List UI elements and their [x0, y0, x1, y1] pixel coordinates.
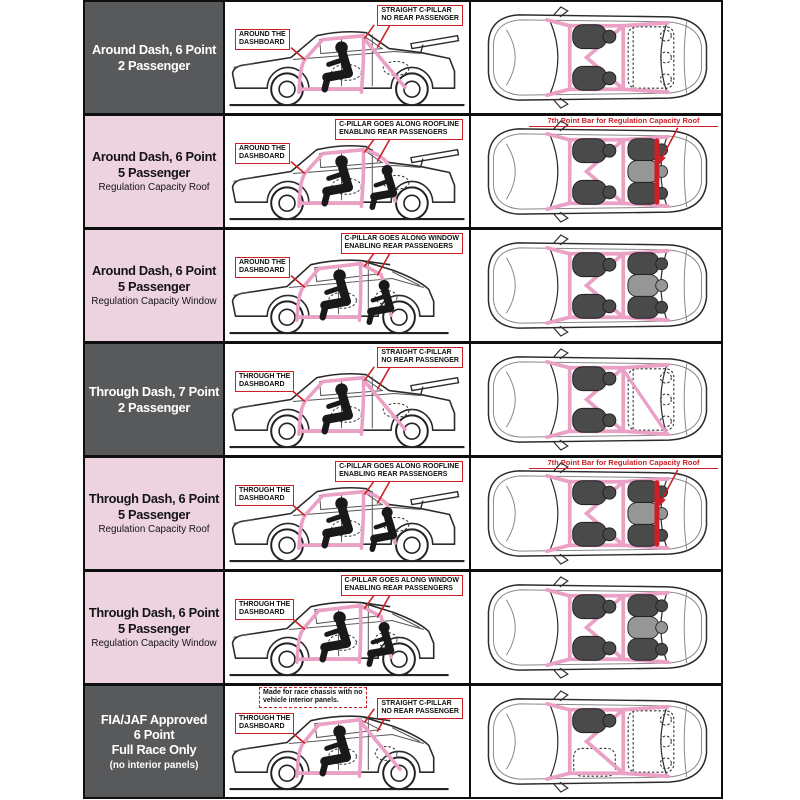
- race-note-callout: Made for race chassis with no vehicle interior panels.: [259, 687, 367, 708]
- dashboard-callout: THROUGH THE DASHBOARD: [235, 713, 294, 734]
- top-view-drawing: [471, 458, 721, 569]
- dashboard-callout: AROUND THE DASHBOARD: [235, 29, 290, 50]
- dashboard-callout: AROUND THE DASHBOARD: [235, 257, 290, 278]
- side-view-cell: [225, 230, 469, 341]
- config-row-around-dash-5pax-roof: [85, 116, 721, 227]
- c-pillar-callout: C-PILLAR GOES ALONG ROOFLINE ENABLING REAR PASSENGERS: [335, 119, 463, 140]
- config-row-around-dash-2pax: [85, 2, 721, 113]
- side-view-cell: [225, 458, 469, 569]
- dashboard-callout: AROUND THE DASHBOARD: [235, 143, 290, 164]
- config-row-through-dash-5pax-window: [85, 572, 721, 683]
- side-view-cell: [225, 572, 469, 683]
- c-pillar-callout: C-PILLAR GOES ALONG ROOFLINE ENABLING REAR PASSENGERS: [335, 461, 463, 482]
- row-subtitle: Regulation Capacity Roof: [98, 181, 210, 193]
- row-subtitle: Regulation Capacity Window: [91, 637, 217, 649]
- config-label-cell: [85, 116, 223, 227]
- side-view-cell: [225, 116, 469, 227]
- side-view-cell: [225, 2, 469, 113]
- row-title-line1: Through Dash, 6 Point: [88, 491, 220, 507]
- row-title-line1: FIA/JAF Approved: [100, 711, 208, 727]
- row-title-line1: Around Dash, 6 Point: [91, 263, 217, 279]
- row-title-line3: Full Race Only: [111, 742, 197, 758]
- top-view-cell: [471, 2, 721, 113]
- config-label-cell: [85, 572, 223, 683]
- config-label-cell: [85, 2, 223, 113]
- dashboard-callout: THROUGH THE DASHBOARD: [235, 599, 294, 620]
- row-title-line1: Through Dash, 7 Point: [88, 384, 220, 400]
- top-view-drawing: [471, 116, 721, 227]
- c-pillar-callout: STRAIGHT C-PILLAR NO REAR PASSENGER: [377, 5, 463, 26]
- dashboard-callout: THROUGH THE DASHBOARD: [235, 371, 294, 392]
- top-view-cell: [471, 686, 721, 797]
- config-row-through-dash-2pax: [85, 344, 721, 455]
- config-row-through-dash-5pax-roof: [85, 458, 721, 569]
- config-label-cell: [85, 344, 223, 455]
- config-label-cell: [85, 686, 223, 797]
- row-title-line2: 5 Passenger: [117, 620, 191, 636]
- row-subtitle: Regulation Capacity Window: [91, 295, 217, 307]
- dashboard-callout: THROUGH THE DASHBOARD: [235, 485, 294, 506]
- top-view-drawing: [471, 572, 721, 683]
- c-pillar-callout: C-PILLAR GOES ALONG WINDOW ENABLING REAR PASSENGERS: [341, 233, 463, 254]
- row-subtitle: (no interior panels): [109, 759, 199, 771]
- row-title-line2: 2 Passenger: [117, 57, 191, 73]
- row-title-line2: 2 Passenger: [117, 399, 191, 415]
- seventh-point-label: 7th Point Bar for Regulation Capacity Roof: [529, 458, 718, 469]
- c-pillar-callout: STRAIGHT C-PILLAR NO REAR PASSENGER: [377, 347, 463, 368]
- top-view-drawing: [471, 686, 721, 797]
- rollcage-configuration-chart: [83, 0, 723, 799]
- top-view-drawing: [471, 2, 721, 113]
- top-view-cell: [471, 572, 721, 683]
- row-title-line1: Through Dash, 6 Point: [88, 605, 220, 621]
- side-view-cell: [225, 686, 469, 797]
- config-row-around-dash-5pax-window: [85, 230, 721, 341]
- config-label-cell: [85, 230, 223, 341]
- top-view-cell: [471, 344, 721, 455]
- config-row-fia-jaf-full-race: [85, 686, 721, 797]
- top-view-cell: [471, 230, 721, 341]
- row-title-line1: Around Dash, 6 Point: [91, 149, 217, 165]
- row-subtitle: Regulation Capacity Roof: [98, 523, 210, 535]
- seventh-point-label: 7th Point Bar for Regulation Capacity Roof: [529, 116, 718, 127]
- c-pillar-callout: STRAIGHT C-PILLAR NO REAR PASSENGER: [377, 698, 463, 719]
- row-title-line2: 5 Passenger: [117, 506, 191, 522]
- top-view-drawing: [471, 230, 721, 341]
- row-title-line2: 5 Passenger: [117, 164, 191, 180]
- c-pillar-callout: C-PILLAR GOES ALONG WINDOW ENABLING REAR PASSENGERS: [341, 575, 463, 596]
- config-label-cell: [85, 458, 223, 569]
- top-view-cell: [471, 458, 721, 569]
- row-title-line2: 5 Passenger: [117, 278, 191, 294]
- side-view-cell: [225, 344, 469, 455]
- top-view-drawing: [471, 344, 721, 455]
- row-title-line1: Around Dash, 6 Point: [91, 42, 217, 58]
- top-view-cell: [471, 116, 721, 227]
- row-title-line2: 6 Point: [133, 726, 175, 742]
